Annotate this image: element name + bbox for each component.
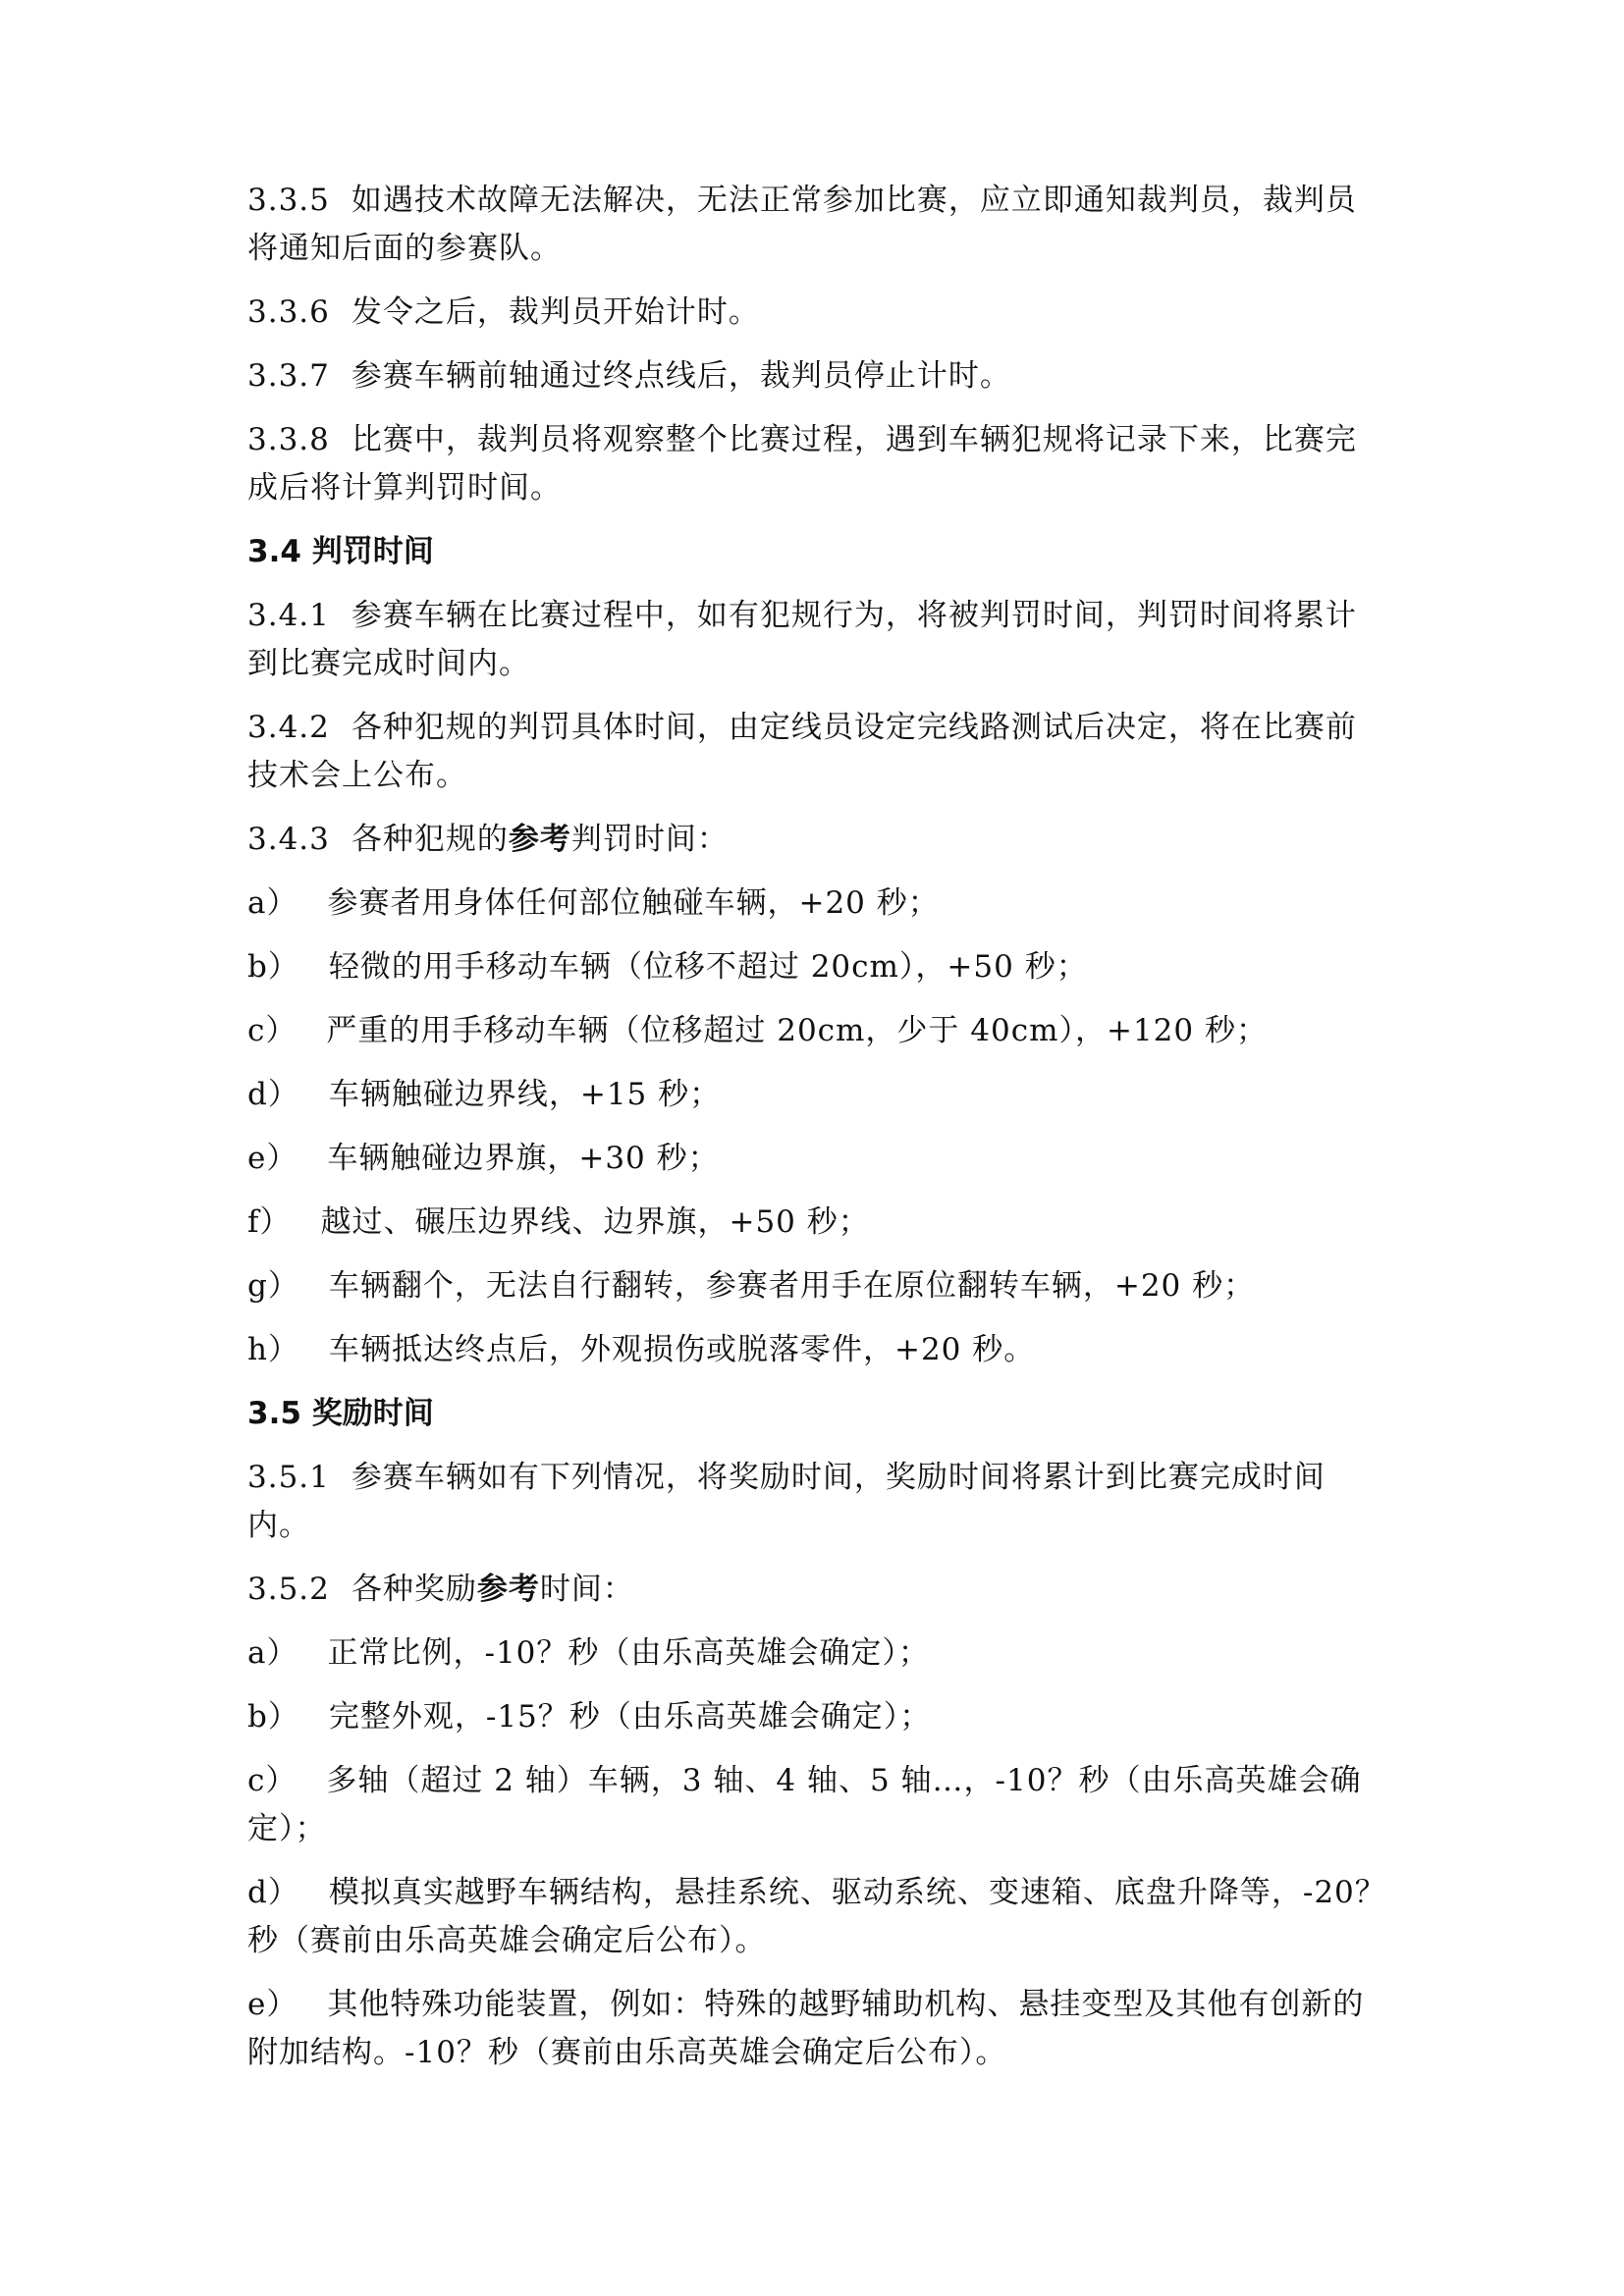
clause-number: 3.3.8 [247,422,330,457]
item-label: c） [247,1763,298,1798]
clause-text-post: 判罚时间： [570,822,729,857]
item-text: 模拟真实越野车辆结构，悬挂系统、驱动系统、变速箱、底盘升降等，-20？秒（赛前由乐高英雄会确定后公布）。 [247,1875,1386,1958]
clause-text-pre: 各种奖励 [351,1572,477,1607]
clause-3-3-8 [247,416,1386,512]
document-page [247,177,1386,2093]
item-text: 完整外观，-15？秒（由乐高英雄会确定）； [328,1699,932,1735]
item-label: e） [247,1141,298,1176]
penalty-item [247,1262,1386,1310]
reward-item [247,1869,1386,1965]
item-label: a） [247,885,298,921]
reward-item [247,1693,1386,1741]
penalty-item [247,1071,1386,1119]
clause-3-4-2 [247,704,1386,800]
item-text: 车辆触碰边界线，+15 秒； [328,1077,722,1112]
penalty-item [247,943,1386,991]
clause-text: 比赛中，裁判员将观察整个比赛过程，遇到车辆犯规将记录下来，比赛完成后将计算判罚时间。 [247,422,1357,506]
item-text: 其他特殊功能装置，例如：特殊的越野辅助机构、悬挂变型及其他有创新的附加结构。-10？秒（赛前由乐高英雄会确定后公布）。 [247,1987,1365,2070]
item-text: 车辆抵达终点后，外观损伤或脱落零件，+20 秒。 [328,1332,1036,1367]
clause-number: 3.4.3 [247,822,330,857]
penalty-item [247,880,1386,928]
clause-number: 3.3.5 [247,183,330,218]
item-label: f） [247,1204,292,1240]
item-label: b） [247,949,299,985]
item-label: b） [247,1699,299,1735]
item-label: e） [247,1987,298,2022]
item-label: d） [247,1875,299,1910]
clause-text: 参赛车辆在比赛过程中，如有犯规行为，将被判罚时间，判罚时间将累计到比赛完成时间内。 [247,598,1357,681]
clause-3-3-5 [247,177,1386,273]
item-text: 车辆触碰边界旗，+30 秒； [327,1141,720,1176]
item-label: g） [247,1268,299,1304]
clause-text-bold: 参考 [476,1572,540,1607]
clause-3-5-2 [247,1566,1386,1614]
reward-item [247,1757,1386,1853]
item-label: c） [247,1013,298,1048]
item-text: 参赛者用身体任何部位触碰车辆，+20 秒； [327,885,940,921]
item-text: 多轴（超过 2 轴）车辆，3 轴、4 轴、5 轴…，-10？秒（由乐高英雄会确定）； [247,1763,1362,1846]
reward-item [247,1629,1386,1678]
clause-number: 3.4.1 [247,598,330,633]
penalty-item [247,1199,1386,1247]
section-heading-3-5: 3.5 奖励时间 [247,1396,434,1431]
clause-number: 3.3.6 [247,294,330,330]
clause-number: 3.5.1 [247,1460,330,1495]
item-label: h） [247,1332,299,1367]
section-heading-3-4: 3.4 判罚时间 [247,534,434,569]
reward-item [247,1981,1386,2077]
clause-text: 发令之后，裁判员开始计时。 [351,294,760,330]
clause-3-3-7 [247,352,1386,400]
penalty-item [247,1007,1386,1055]
penalty-item [247,1135,1386,1183]
clause-text-pre: 各种犯规的 [351,822,509,857]
item-text: 车辆翻个，无法自行翻转，参赛者用手在原位翻转车辆，+20 秒； [328,1268,1256,1304]
penalty-item [247,1326,1386,1374]
clause-text: 如遇技术故障无法解决，无法正常参加比赛，应立即通知裁判员，裁判员将通知后面的参赛队。 [247,183,1357,266]
clause-3-4-3 [247,816,1386,864]
clause-text-post: 时间： [539,1572,634,1607]
clause-text: 参赛车辆前轴通过终点线后，裁判员停止计时。 [351,358,1011,394]
clause-text-bold: 参考 [508,822,571,857]
clause-3-3-6 [247,289,1386,337]
clause-text: 各种犯规的判罚具体时间，由定线员设定完线路测试后决定，将在比赛前技术会上公布。 [247,710,1357,793]
clause-3-4-1 [247,592,1386,688]
item-label: d） [247,1077,299,1112]
item-text: 越过、碾压边界线、边界旗，+50 秒； [320,1204,870,1240]
clause-number: 3.5.2 [247,1572,330,1607]
clause-text: 参赛车辆如有下列情况，将奖励时间，奖励时间将累计到比赛完成时间内。 [247,1460,1326,1543]
item-label: a） [247,1635,298,1671]
clause-number: 3.3.7 [247,358,330,394]
item-text: 严重的用手移动车辆（位移超过 20cm，少于 40cm），+120 秒； [326,1013,1268,1048]
clause-3-5-1 [247,1454,1386,1550]
item-text: 正常比例，-10？秒（由乐高英雄会确定）； [327,1635,930,1671]
item-text: 轻微的用手移动车辆（位移不超过 20cm），+50 秒； [328,949,1088,985]
clause-number: 3.4.2 [247,710,330,745]
